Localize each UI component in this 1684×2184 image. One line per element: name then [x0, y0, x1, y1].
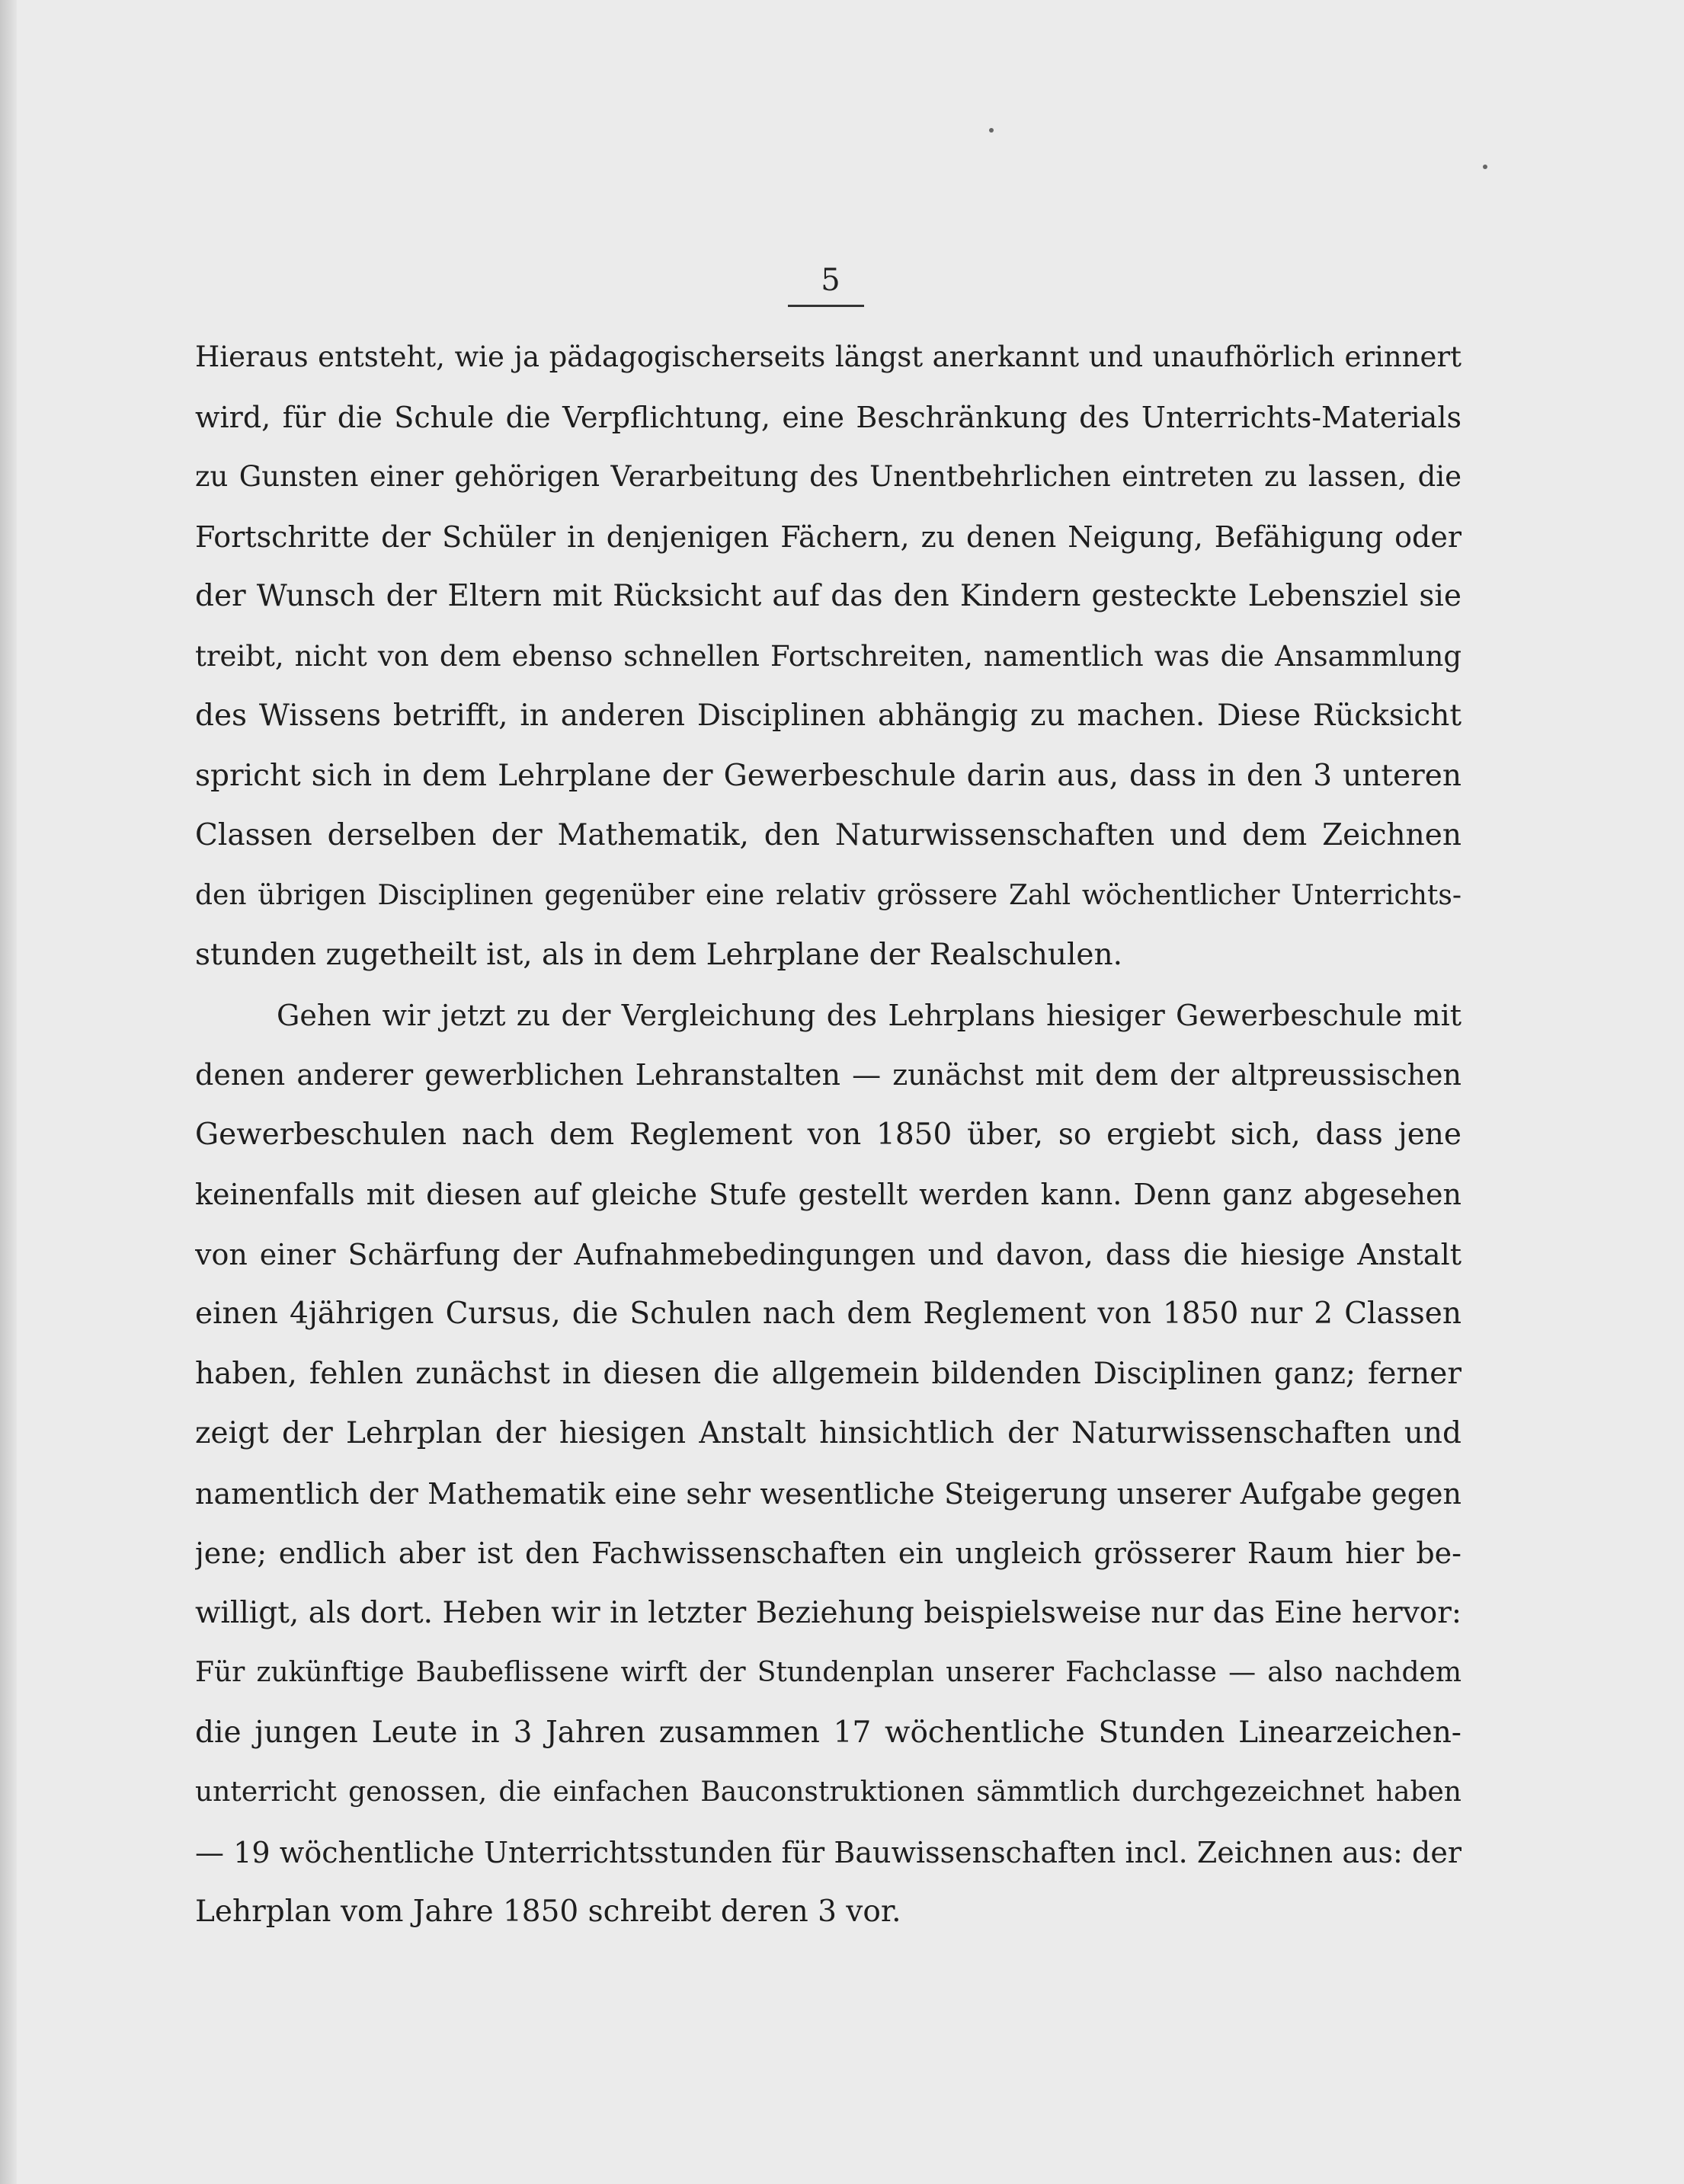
text-line: keinenfalls mit diesen auf gleiche Stufe gestellt werden kann. Denn ganz abgesehen: [195, 1178, 1461, 1211]
text-line: stunden zugetheilt ist, als in dem Lehrplane der Realschulen.: [195, 938, 1123, 972]
text-line: treibt, nicht von dem ebenso schnellen Fortschreiten, namentlich was die Ansammlung: [195, 639, 1461, 673]
text-line: Fortschritte der Schüler in denjenigen Fächern, zu denen Neigung, Befähigung oder: [195, 520, 1461, 554]
text-line: jene; endlich aber ist den Fachwissenschaften ein ungleich grösserer Raum hier be-: [195, 1536, 1461, 1570]
text-line: namentlich der Mathematik eine sehr wesentliche Steigerung unserer Aufgabe gegen: [195, 1476, 1461, 1511]
body-text: [195, 328, 1461, 1943]
text-line: — 19 wöchentliche Unterrichtsstunden für Bauwissenschaften incl. Zeichnen aus: der: [195, 1835, 1461, 1869]
text-line: unterricht genossen, die einfachen Bauconstruktionen sämmtlich durchgezeichnet haben: [195, 1776, 1461, 1808]
text-line: von einer Schärfung der Aufnahmebedingungen und davon, dass die hiesige Anstalt: [195, 1237, 1461, 1271]
paper-speck: [989, 128, 994, 133]
text-line: Classen derselben der Mathematik, den Naturwissenschaften und dem Zeichnen: [195, 818, 1461, 852]
page-number: 5: [821, 263, 840, 298]
text-line: Gewerbeschulen nach dem Reglement von 1850 über, so ergiebt sich, dass jene: [195, 1117, 1461, 1152]
text-line: haben, fehlen zunächst in diesen die allgemein bildenden Disciplinen ganz; ferner: [195, 1356, 1461, 1391]
text-line: einen 4jährigen Cursus, die Schulen nach dem Reglement von 1850 nur 2 Classen: [195, 1297, 1461, 1331]
text-line: denen anderer gewerblichen Lehranstalten — zunächst mit dem der altpreussischen: [195, 1058, 1461, 1092]
text-line: spricht sich in dem Lehrplane der Gewerbeschule darin aus, dass in den 3 unteren: [195, 758, 1461, 793]
text-line: Gehen wir jetzt zu der Vergleichung des Lehrplans hiesiger Gewerbeschule mit: [277, 998, 1461, 1032]
text-line: den übrigen Disciplinen gegenüber eine relativ grössere Zahl wöchentlicher Unterrichts-: [195, 879, 1461, 911]
text-line: Lehrplan vom Jahre 1850 schreibt deren 3 vor.: [195, 1895, 901, 1929]
text-line: die jungen Leute in 3 Jahren zusammen 17 wöchentliche Stunden Linearzeichen-: [195, 1715, 1461, 1750]
text-line: zu Gunsten einer gehörigen Verarbeitung des Unentbehrlichen eintreten zu lassen, die: [195, 460, 1461, 493]
text-line: der Wunsch der Eltern mit Rücksicht auf das den Kindern gesteckte Lebensziel sie: [195, 579, 1461, 613]
text-line: des Wissens betrifft, in anderen Disciplinen abhängig zu machen. Diese Rücksicht: [195, 699, 1461, 733]
text-line: Hieraus entsteht, wie ja pädagogischerseits längst anerkannt und unaufhörlich erinnert: [195, 341, 1461, 373]
text-line: Für zukünftige Baubeflissene wirft der Stundenplan unserer Fachclasse — also nachdem: [195, 1657, 1461, 1688]
paper-speck: [1483, 165, 1487, 169]
page-edge-shadow: [0, 0, 17, 2184]
text-line: willigt, als dort. Heben wir in letzter Beziehung beispielsweise nur das Eine hervor:: [195, 1595, 1461, 1630]
text-line: wird, für die Schule die Verpflichtung, eine Beschränkung des Unterrichts-Materials: [195, 400, 1461, 434]
page-number-underline: [788, 305, 864, 307]
text-line: zeigt der Lehrplan der hiesigen Anstalt hinsichtlich der Naturwissenschaften und: [195, 1416, 1461, 1450]
